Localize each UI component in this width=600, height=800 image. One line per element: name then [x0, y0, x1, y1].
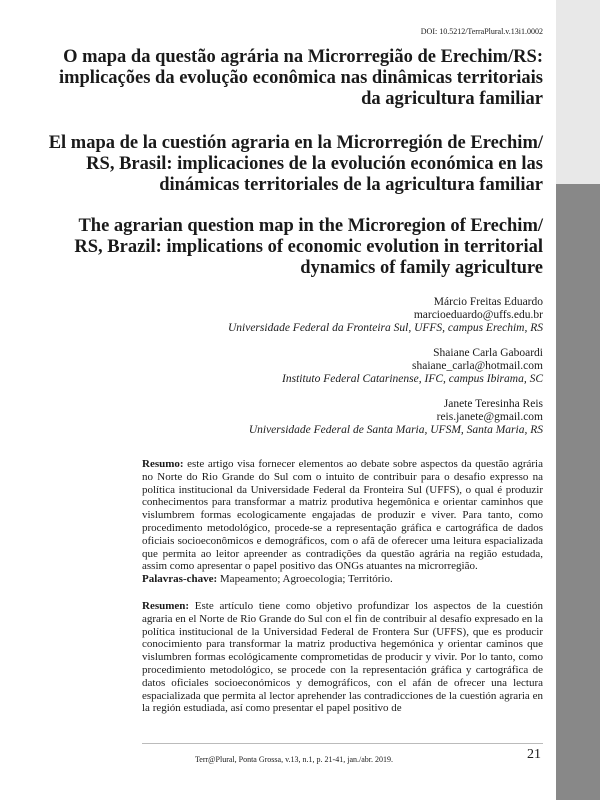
footer-citation: Terr@Plural, Ponta Grossa, v.13, n.1, p. 21-41, jan./abr. 2019.: [194, 755, 393, 764]
resumen-label: Resumen:: [142, 599, 190, 612]
title-spanish: [43, 133, 543, 196]
title-line: dynamics of family agriculture: [300, 258, 543, 278]
author-name: Shaiane Carla Gaboardi: [433, 347, 543, 359]
keywords-label: Palavras-chave:: [142, 573, 218, 586]
author-affiliation: Universidade Federal da Fronteira Sul, UFFS, campus Erechim, RS: [227, 322, 543, 334]
title-line: O mapa da questão agrária na Microrregião de Erechim/RS:: [63, 47, 543, 67]
author-email[interactable]: shaiane_carla@hotmail.com: [412, 360, 543, 372]
resumo-text: este artigo visa fornecer elementos ao debate sobre aspectos da questão agrária no Norte do Rio Grande do Sul com o intuito de contribuir para o desafio expresso na política institucional da Universidade Federal da Fronteira Sul (UFFS), o qual é produzir conhecimentos para transformar a matriz produtiva hegemônica e orientar caminhos que vislumbrem formas ecologicamente engajadas de produzir e viver. Para tanto, como procedimento metodológico, procede-se a representação gráfica e cartográfica de dados oficiais socioeconômicos e demográficos, com o afã de oferecer uma leitura espacializada que permita ao leitor apreender as contradições da questão agrária na região estudada, assim como apresentar o papel positivo das ONGs atuantes na microrregião.: [142, 458, 543, 573]
author-list: [103, 296, 543, 449]
author-name: Márcio Freitas Eduardo: [433, 296, 543, 308]
title-line: The agrarian question map in the Microregion of Erechim/: [78, 216, 543, 236]
resumen-paragraph: [142, 600, 543, 715]
title-line: RS, Brasil: implicaciones de la evolución económica en las: [86, 154, 543, 174]
page-number: 21: [527, 747, 541, 762]
title-line: implicações da evolução econômica nas dinâmicas territoriais: [58, 68, 543, 88]
author-affiliation: Instituto Federal Catarinense, IFC, campus Ibirama, SC: [282, 373, 543, 385]
title-english: [43, 216, 543, 279]
title-line: RS, Brazil: implications of economic evolution in territorial: [74, 237, 543, 257]
author-entry: [103, 347, 543, 386]
keywords-paragraph: [142, 573, 543, 586]
abstracts: [142, 458, 543, 715]
resumen-text: Este artículo tiene como objetivo profundizar los aspectos de la cuestión agraria en el Norte de Rio Grande do Sul con el fin de contribuir al desafío expresado en la política institucional de la Universidad Federal de Frontera Sur (UFFS), que es producir conocimiento para transformar la matriz productiva hegemónica y orientar caminos que vislumbren formas ecológicamente comprometidas de producir y vivir. Por lo tanto, como procedimiento metodológico, se procede con la representación gráfica y cartográfica de datos oficiales socioeconómicos y demográficos, con el afán de ofrecer una lectura espacializada que permita al lector aprehender las contradicciones de la cuestión agraria en la región estudiada, así como presentar el papel positivo de: [142, 599, 543, 715]
page-edge-tab: [556, 0, 600, 800]
resumo-label: Resumo:: [142, 458, 184, 470]
resumo-paragraph: [142, 458, 543, 573]
author-entry: [103, 398, 543, 437]
author-entry: [103, 296, 543, 335]
title-line: El mapa de la cuestión agraria en la Microrregión de Erechim/: [48, 133, 543, 153]
author-affiliation: Universidade Federal de Santa Maria, UFSM, Santa Maria, RS: [248, 424, 543, 436]
footer-divider: [142, 743, 543, 744]
title-line: da agricultura familiar: [361, 89, 543, 109]
author-email[interactable]: reis.janete@gmail.com: [436, 411, 543, 423]
keywords-text: Mapeamento; Agroecologia; Território.: [217, 573, 393, 586]
doi: DOI: 10.5212/TerraPlural.v.13i1.0002: [420, 27, 543, 36]
title-line: dinámicas territoriales de la agricultura familiar: [159, 175, 543, 195]
author-name: Janete Teresinha Reis: [443, 398, 543, 410]
title-portuguese: [43, 47, 543, 110]
page-edge-tab-light: [556, 0, 600, 184]
author-email[interactable]: marcioeduardo@uffs.edu.br: [413, 309, 543, 321]
